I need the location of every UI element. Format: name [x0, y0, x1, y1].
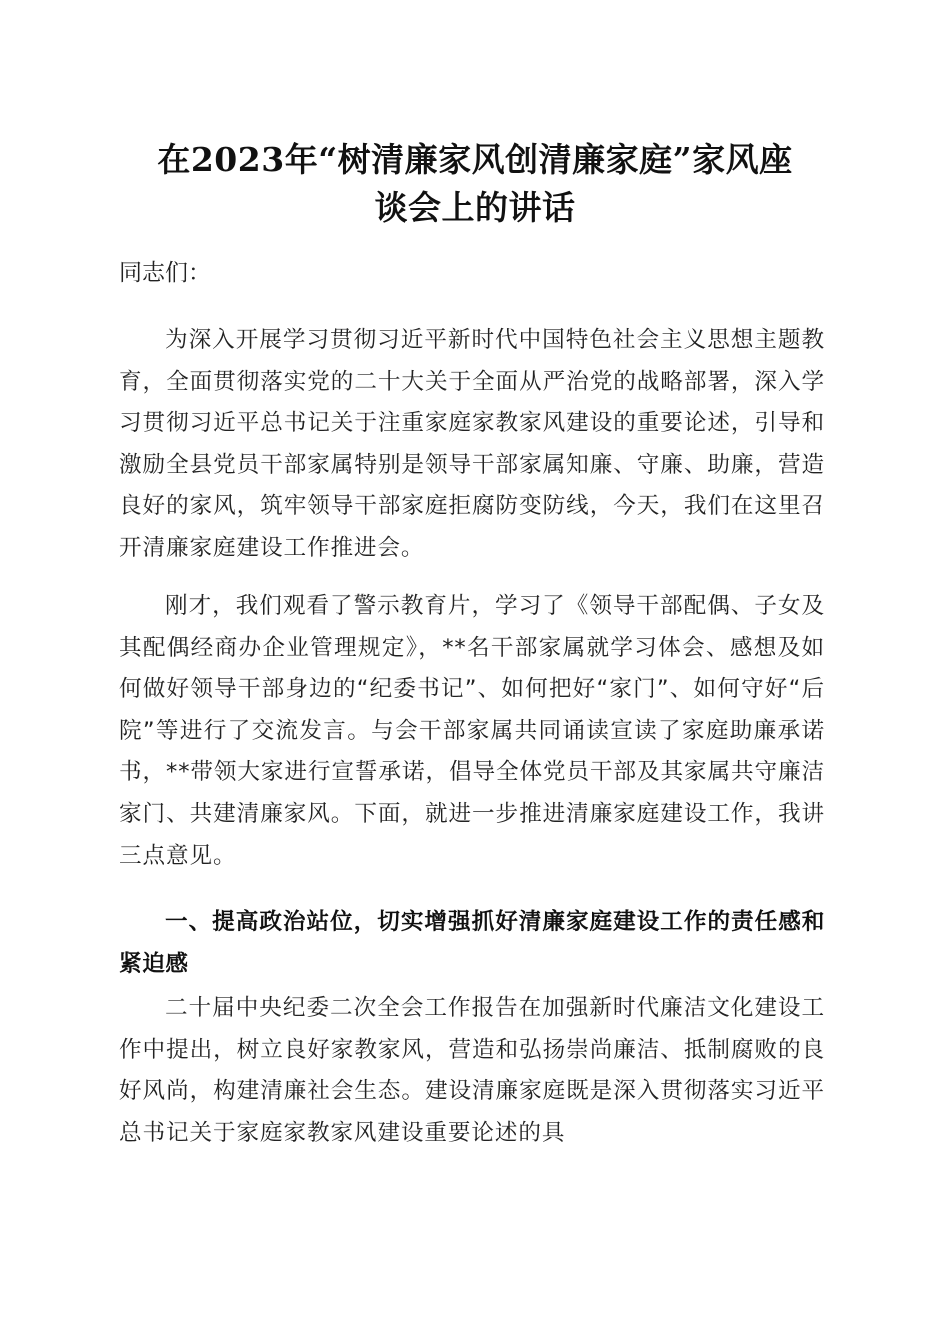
salutation: 同志们： [119, 260, 211, 286]
paragraph-1: 为深入开展学习贯彻习近平新时代中国特色社会主义思想主题教育，全面贯彻落实党的二十大关于全面从严治党的战略部署，深入学习贯彻习近平总书记关于注重家庭家教家风建设的重要论述，引导和激励全县党员干部家属特别是领导干部家属知廉、守廉、助廉，营造良好的家风，筑牢领导干部家庭拒腐防变防线，今天，我们在这里召开清廉家庭建设工作推进会。 [119, 327, 825, 561]
paragraph-2: 刚才，我们观看了警示教育片，学习了《领导干部配偶、子女及其配偶经商办企业管理规定》，**名干部家属就学习体会、感想及如何做好领导干部身边的“纪委书记”、如何把好“家门”、如何守好“后院”等进行了交流发言。与会干部家属共同诵读宣读了家庭助廉承诺书，**带领大家进行宣誓承诺，倡导全体党员干部及其家属共守廉洁家门、共建清廉家风。下面，就进一步推进清廉家庭建设工作，我讲三点意见。 [119, 593, 825, 869]
document-title-line-2: 谈会上的讲话 [374, 188, 576, 227]
document-title-line-1: 在2023年“树清廉家风创清廉家庭”家风座 [157, 140, 793, 179]
paragraph-3: 二十届中央纪委二次全会工作报告在加强新时代廉洁文化建设工作中提出，树立良好家教家风，营造和弘扬崇尚廉洁、抵制腐败的良好风尚，构建清廉社会生态。建设清廉家庭既是深入贯彻落实习近平总书记关于家庭家教家风建设重要论述的具 [119, 995, 825, 1146]
section-heading-1: 一、提高政治站位，切实增强抓好清廉家庭建设工作的责任感和紧迫感 [119, 909, 825, 977]
